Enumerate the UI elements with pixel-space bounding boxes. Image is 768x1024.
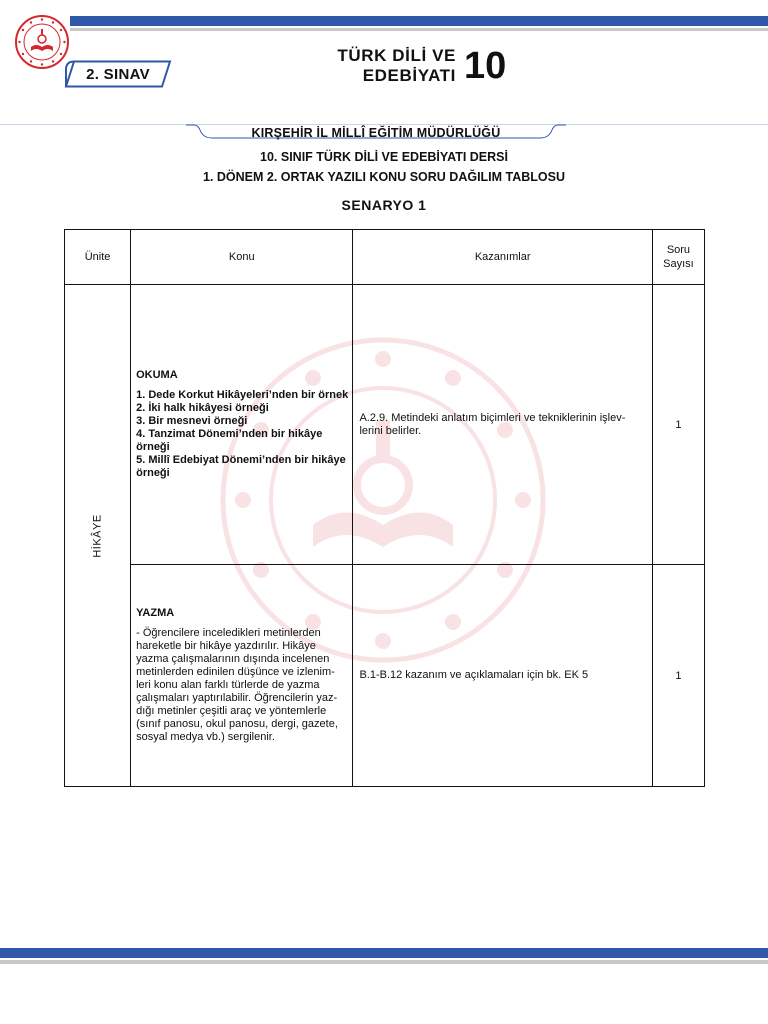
course-title: 10. SINIF TÜRK DİLİ VE EDEBİYATI DERSİ [260, 150, 508, 164]
bottom-bar-blue [0, 948, 768, 958]
question-count-cell: 1 [652, 565, 704, 787]
list-item: 3. Bir mesnevi örneği [136, 415, 248, 427]
topic-title: YAZMA [136, 607, 175, 619]
topic-cell [131, 285, 353, 565]
topic-description: - Öğrencilere inceledikleri metinlerden hareketle bir hikâye yazdırılır. Hikâye yazma çalışmalarının dışında incelenen metinlerden edinilen düşünce ve izlenim-leri konu alan farklı türlerde de yazma çalışmaları yaptırılabilir. Öğrencilerin yaz-dığı metinler çeşitli araç ve yöntemlerle (sınıf panosu, okul panosu, dergi, gazete, sosyal medya vb.) sergilenir. [136, 627, 338, 743]
organization-title: KIRŞEHİR İL MİLLÎ EĞİTİM MÜDÜRLÜĞÜ [251, 126, 501, 140]
exam-badge [64, 60, 172, 88]
table-row [65, 565, 705, 787]
scenario-title: SENARYO 1 [341, 197, 427, 213]
topic-cell [131, 565, 353, 787]
header-topic: Konu [131, 230, 353, 285]
unit-cell [65, 285, 131, 787]
distribution-table [64, 229, 705, 787]
outcome-cell: A.2.9. Metindeki anlatım biçimleri ve tekniklerinin işlev-lerini belirler. [353, 285, 652, 565]
header-question-count [652, 230, 704, 285]
unit-label: HİKÂYE [91, 513, 104, 558]
header-question-count-line2: Sayısı [663, 258, 694, 270]
bottom-bar-gray [0, 960, 768, 964]
topic-title: OKUMA [136, 369, 178, 381]
header-unit: Ünite [65, 230, 131, 285]
table-row [65, 285, 705, 565]
topic-list [136, 389, 348, 480]
question-count-cell: 1 [652, 285, 704, 565]
list-item: 2. İki halk hikâyesi örneği [136, 402, 269, 414]
list-item: 5. Millî Edebiyat Dönemi’nden bir hikâye örneği [136, 454, 346, 479]
header-outcomes: Kazanımlar [353, 230, 652, 285]
list-item: 4. Tanzimat Dönemi’nden bir hikâye örneği [136, 428, 323, 453]
top-bar-blue [70, 16, 768, 26]
table-header-row [65, 230, 705, 285]
table-title: 1. DÖNEM 2. ORTAK YAZILI KONU SORU DAĞILIM TABLOSU [202, 170, 566, 184]
exam-label: 2. SINAV [86, 65, 150, 83]
top-bar-gray [70, 28, 768, 31]
subject-title [300, 46, 456, 86]
list-item: 1. Dede Korkut Hikâyeleri’nden bir örnek [136, 389, 349, 401]
header-question-count-line1: Soru [666, 244, 691, 256]
meb-emblem-icon [14, 14, 70, 70]
subject-line-1: TÜRK DİLİ VE [337, 46, 456, 65]
grade-number: 10 [464, 45, 507, 87]
outcome-cell: B.1-B.12 kazanım ve açıklamaları için bk. EK 5 [353, 565, 652, 787]
subject-line-2: EDEBİYATI [362, 66, 456, 85]
